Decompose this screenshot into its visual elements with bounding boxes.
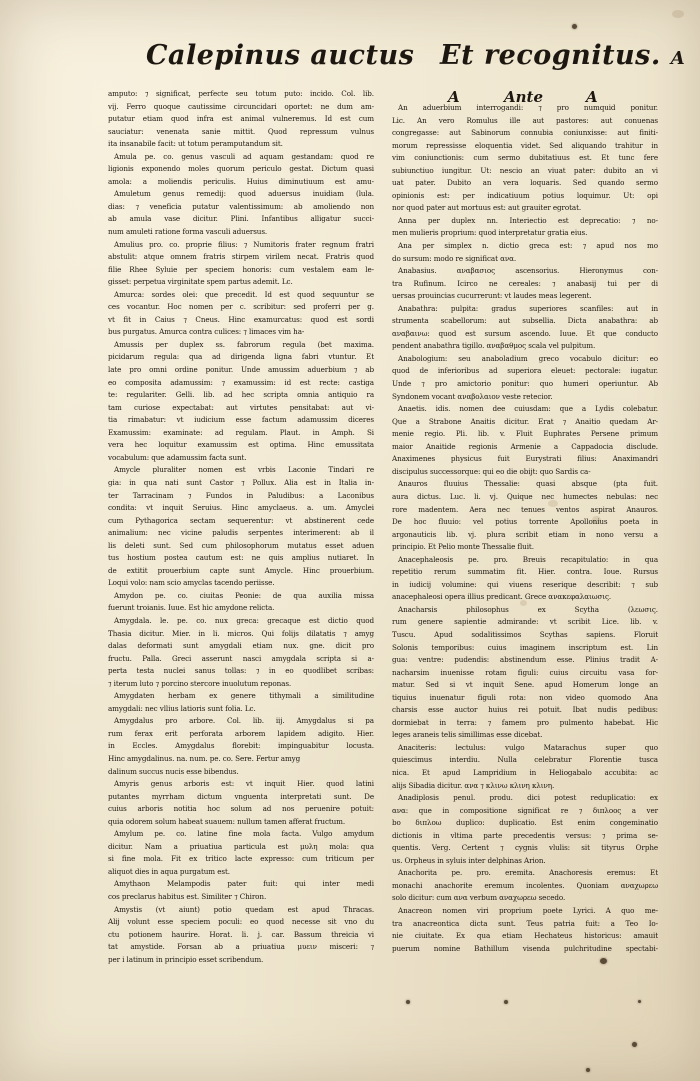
text-line: Anadiplosis penul. produ. dici potest reduplicatio: ex [398,793,658,803]
paper-stain [672,10,684,18]
text-line: Amussis per duplex ss. fabrorum regula (bet maxima. [114,339,374,349]
wormhole [504,1000,508,1004]
text-line: num amuleti ratione forma vasculi aduersus. [108,227,268,237]
text-line: uersas prouincias cucurrerunt: vt laudes meas legerent. [392,291,592,301]
text-line: eo composita adamussim: ⁊ examussim: id est recte: castiga [108,377,374,387]
text-line: charsis esse auctor huius rei potuit. Ibat nudis pedibus: [392,705,658,715]
text-line: rum genere sapientie admirande: vt scribit Lice. lib. v. [392,617,658,627]
text-line: nacharsim inuenisse rotam figuli: cuius circuitu vasa for- [392,667,658,677]
text-line: dalas deformati sunt amygdali etiam nux. gne. dicit pro [108,641,374,651]
text-line: quia odorem solum habeat suauem: nullum tamen afferat fructum. [108,816,346,826]
text-line: de extitit prouerbium capte sunt Amycle. Hinc prouerbium. [108,565,374,575]
text-line: Amygdalus pro arbore. Col. lib. iij. Amygdalus si pa [114,716,374,726]
text-line: Anabasius. αναβασιος ascensorius. Hieronymus con- [398,266,658,276]
text-line: ab amula vase dicitur. Plini. Infantibus alligatur succi- [108,214,374,224]
text-line: Anacephaleosis pe. pro. Breuis recapitulatio: in qua [398,554,658,564]
wormhole [406,1000,410,1004]
text-line: subiunctiuo iungitur. Ut: nescio an viuat pater: dubito an vi [392,165,658,175]
text-line: dias: ⁊ veneficia putatur valentissimum: ab amoliendo non [108,201,374,211]
text-line: Amystis (vt aiunt) potio quedam est apud Thracas. [114,904,374,914]
text-line: Syndonem vocant αναβολαιον veste retecior. [392,391,553,401]
text-line: monachi anachorite eremum incolentes. Quoniam αναχωρεω [392,880,658,890]
text-line: dormiebat in terra: ⁊ famem pro pulmento habebat. Hic [392,717,658,727]
text-column-left [108,88,374,964]
text-line: dalinum succus nucis esse bibendus. [108,766,239,776]
text-line: Examussim: examinate: ad regulam. Plaut. in Amph. Si [108,427,374,437]
text-line: per i latinum in principio esset scribendum. [108,954,264,964]
text-line: amputo: ⁊ significat, perfecte seu totum puto: incido. Col. lib. [108,89,374,98]
text-line: Solonis temporibus: cuius imaginem inscriptum est. Lin [392,642,658,652]
text-line: repetitio rerum summatim fit. Hier. contra. Ioue. Rursus [392,567,658,577]
text-line: discipulus successorque: qui eo die obijt: quo Sardis ca- [392,466,591,476]
text-line: tat amystide. Forsan ab a priuatiua μυειν misceri: ⁊ [108,942,374,952]
text-line: bus purgatus. Amurca contra culices: ⁊ limaces vim ha- [108,327,305,337]
text-line: Ana per simplex n. dictio greca est: ⁊ apud nos mo [398,241,658,251]
text-line: menie regio. Pli. lib. v. Fluit Euphrates Persene primum [392,429,658,439]
text-line: ligionis exponendo moles quorum periculo gestat. Dictum quasi [108,164,374,174]
text-line: Anaciteris: lectulus: vulgo Matarachus super quo [398,742,658,752]
text-line: lis deleti sunt. Sed cum philosophorum mutatus esset aduen [108,540,374,550]
wormhole [600,958,607,964]
text-line: do sursum: modo re significat ανα. [392,253,517,263]
signature-mark: A [670,48,686,69]
text-line: rum ferax erit perforata arborem lapidem adigito. Hier. [108,728,374,738]
text-line: filie Rhee Syluie per speciem honoris: cum vestalem eam le- [108,264,374,274]
text-line: Amygdaten herbam ex genere tithymali a similitudine [114,691,374,701]
text-line: Lic. An vero Romulus ille aut pastores: aut conuenas [392,115,658,125]
text-line: putantes myrrham dictum vnguenta interpretati sunt. De [108,791,374,801]
text-line: cum Pythagorica sectam sequerentur: vt abstinerent cede [108,515,374,525]
wormhole [586,1068,590,1072]
text-line: aura dictus. Luc. li. vj. Quique nec humectes nebulas: nec [392,491,658,501]
text-line: tiquius inuenatur figuli rota: non video quomodo Ana [392,692,658,702]
text-line: Loqui volo: nam scio amyclas tacendo periisse. [108,578,275,588]
text-line: nie ciuitate. Ex qua etiam Hechateus historicus: amauit [392,931,658,941]
text-line: cos preclarus habitus est. Similiter ⁊ Chiron. [108,892,267,901]
text-line: Amula pe. co. genus vasculi ad aquam gestandam: quod re [114,151,374,161]
text-line: Unde ⁊ pro amictorio ponitur: quo humeri operiuntur. Ab [392,379,658,389]
text-line: rore madentem. Aera nec tenues ventos aspirat Anauros. [392,504,658,514]
text-line: tus hostium postea cautum est: ne quis amplius nutiaret. In [108,553,374,563]
text-line: pendent anabathra tigillo. αναβαθμος scala vel pulpitum. [392,341,596,351]
text-line: gua: ventre: pudendis: abstinendum esse. Plinius tradit A- [392,655,658,665]
text-line: Tuscu. Apud sodalitissimos Scythas sapiens. Floruit [392,629,658,639]
text-line: morum repressisse eloquentia videt. Sed aliquando trahitur in [392,140,658,150]
text-line: Anauros fluuius Thessalie: quasi absque (pta fuit. [398,479,658,489]
text-line: strumenta scabellorum: aut subsellia. Dicta anabathra: ab [392,316,658,326]
column-head-word: Ante [504,88,544,106]
text-line: nica. Et apud Lampridium in Heliogabalo accubita: ac [392,767,658,777]
text-line: An aduerbium interrogandi: ⁊ pro numquid ponitur. [398,103,658,112]
text-line: Anacreon nomen viri proprium poete Lyrici. A quo me- [398,906,658,915]
text-line: quod de inferioribus ad superiora eleuet: pectorale: iugatur. [392,366,658,376]
text-line: principio. Et Pelio monte Thessalie fluit. [392,542,534,552]
text-line: amola: a moliendis periculis. Huius diminutiuum est amu- [108,176,374,186]
text-line: in Eccles. Amygdalus florebit: impinguabitur locusta. [108,741,374,751]
text-line: tra Rufinum. Icirco ne cereales: ⁊ anabasij tui per di [392,278,658,288]
text-line: alijs Sibadia dicitur. ανα ⁊ κλινω κλινη κλινη. [392,780,555,790]
text-line: Amylum pe. co. latine fine mola facta. Vulgo amydum [114,829,374,839]
text-column-right [392,102,658,958]
text-line: solo dicitur: cum ανα verbum αναχωρεω secedo. [392,893,566,903]
text-line: Amydon pe. co. ciuitas Peonie: de qua auxilia missa [114,590,374,600]
text-line: tra anacreontica dicta sunt. Teus patria fuit: a Teo Io- [392,918,658,928]
text-line: Amurca: sordes olei: que precedit. Id est quod sequuntur se [114,289,374,299]
wormhole [638,1000,641,1003]
text-line: in iudicij volumine: qui viuens reserique describit: ⁊ sub [392,579,658,589]
text-line: Anachorita pe. pro. eremita. Anachoresis eremus: Et [398,868,658,878]
text-line: quentis. Verg. Certent ⁊ cygnis vlulis: sit tityrus Orphe [392,843,658,853]
text-line: Amulius pro. co. proprie filius: ⁊ Numitoris frater regnum fratri [114,239,374,249]
text-line: Hinc amygdalinus. na. num. pe. co. Sere. Fertur amyg [108,753,301,763]
text-line: amygdali: nec vllius latioris sunt folia. Lc. [108,703,256,713]
text-line: Thasia dicitur. Mier. in li. micros. Qui folijs dilatatis ⁊ amyg [108,628,374,638]
text-line: maior Anaitide regionis Armenie a Cappadocia disclude. [392,441,658,451]
text-line: perta testa nuclei sanus tollas: ⁊ in eo quodlibet scribas: [108,666,374,676]
text-line: uat pater. Dubito an vera loquaris. Sed quando sermo [392,178,658,188]
text-line: Alij volunt esse speciem poculi: eo quod necesse sit vno du [108,917,374,927]
text-line: men mulieris proprium: quod interpretatur gratia eius. [392,228,588,238]
text-line: late pro omni ordine ponitur. Unde amussim aduerbium ⁊ ab [108,365,374,375]
text-line: vt fit in Caius ⁊ Cneus. Hinc examurcatus: quod est sordi [108,314,374,324]
text-line: fuerunt troianis. Iuue. Est hic amydone relicta. [108,603,275,613]
text-line: αναβαινω: quod est sursum ascendo. Iuue. Et que conducto [392,328,658,338]
text-line: gisset: perpetua virginitate spem partus ademit. Lc. [108,277,293,287]
text-line: putatur etiam quod infra est animal vulneremus. Id est cum [108,114,374,124]
text-line: gia: in qua nati sunt Castor ⁊ Pollux. Alia est in Italia in- [108,477,374,487]
text-line: ces vocantur. Hoc nomen per c. scribitur: sed proferri per g. [108,302,374,312]
column-head-letter: A [586,88,598,106]
text-line: condita: vt inquit Seruius. Hinc amyclaeus. a. um. Amyclei [108,503,374,513]
text-line: Anaximenes physicus fuit Eurystrati filius: Anaximandri [392,454,658,464]
text-line: abstulit: atque omnem fratris stirpem virilem necat. Fratris quod [108,252,374,262]
text-line: Anabathra: pulpita: gradus superiores scanfiles: aut in [398,303,658,313]
text-line: matur. Sed si vt inquit Sene. apud Homerum longe an [392,680,658,690]
text-line: vij. Ferro quoque cautissime circuncidari oportet: ne dum am- [108,101,374,111]
text-line: si fine mola. Fit ex tritico lacte expresso: cum triticum per [108,854,374,864]
running-head-right-text: Et recognitus. [440,40,661,71]
text-line: Amythaon Melampodis pater fuit: qui inter medi [114,879,374,889]
text-line: Anaetis. idis. nomen dee cuiusdam: que a Lydis colebatur. [398,404,658,414]
text-line: aliquot dies in aqua purgatum est. [108,866,230,876]
text-line: te: regulariter. Gelli. lib. ad hec scripta omnia antiquio ra [108,390,374,400]
text-line: fructu. Palla. Greci asserunt nasci amygdala scripta si a- [108,653,374,663]
text-line: cuius arboris notitia hoc solum ad nos peruenire potuit: [108,804,374,814]
running-head-left: Calepinus auctus [146,40,415,71]
text-line: ter Tarracinam ⁊ Fundos in Paludibus: a Laconibus [108,490,374,500]
text-line: tia rimabatur: vt iudicium esse factum adamussim diceres [108,415,374,425]
running-head-right [440,40,685,84]
text-line: leges araneis telis simillimas esse dicebat. [392,730,543,740]
text-line: ctu potionem haurire. Horat. li. j. car. Bassum threicia vi [108,929,374,939]
text-line: quiescimus interdiu. Nulla celebratur Florentie tusca [392,755,658,765]
text-line: De hoc fluuio: vel potius torrente Apollonius poeta in [392,517,658,527]
text-line: Anabologium: seu anaboladium greco vocabulo dicitur: eo [398,353,658,363]
text-line: vim coniunctionis: cum sermo dubitatiuus est. Et tunc fere [392,153,658,163]
text-line: Amygdala. le. pe. co. nux greca: grecaque est dictio quod [114,615,374,625]
text-line: sauciatur: venenata sanie mittit. Quod repressum vulnus [108,126,374,136]
text-line: ⁊ iterum luto ⁊ porcino stercore inuolutum reponas. [108,678,292,688]
text-line: us. Orpheus in syluis inter delphinas Arion. [392,855,546,865]
text-line: Anna per duplex nn. Interiectio est deprecatio: ⁊ no- [398,215,658,225]
text-line: Amyris genus arboris est: vt inquit Hier. quod latini [114,779,374,789]
text-line: vocabulum: que adamussim facta sunt. [108,452,247,462]
text-line: dicitur. Nam a priuatiua particula est μυλη mola: qua [108,841,374,851]
wormhole [632,1042,637,1047]
text-line: bo διπλοω duplico: duplicatio. Est enim congeminatio [392,818,658,828]
text-line: opinionis est: per indicatiuum potius loquimur. Ut: opi [392,190,658,200]
text-line: Que a Strabone Anaitis dicitur. Erat ⁊ Anaitio quedam Ar- [392,416,658,426]
text-line: ανα: que in compositione significat re ⁊ διπλοος a ver [392,805,658,815]
text-line: vera hec loquitur examussim est optima. Hinc emussitata [108,440,374,450]
text-line: anacephaleosi opera illius predicant. Grece ανακεφαλαιωσις. [392,592,612,602]
column-head-letter: A [448,88,460,106]
text-line: ita insanabile facit: ut totum peramputandum sit. [108,139,283,149]
text-line: puerum nomine Bathillum visenda pulchritudine spectabi- [392,943,658,953]
text-line: picidarum regula: qua ad dirigenda ligna fabri vtuntur. Et [108,352,374,362]
text-line: animalium: nec vicine paludis serpentes interimerent: ab il [108,528,374,538]
text-line: nor quod pater aut mortuus est: aut grauiter egrotat. [392,203,582,213]
text-line: argonauticis lib. vj. plura scribit etiam in nono versu a [392,529,658,539]
text-line: tam curiose expectabat: aut virtutes pensitabat: aut vi- [108,402,374,412]
text-line: dictionis in vltima parte precedentis versus: ⁊ prima se- [392,830,658,840]
text-line: Anacharsis philosophus ex Scytha (λεωσις. [398,604,658,614]
wormhole [572,24,577,29]
text-line: Amycle pluraliter nomen est vrbis Laconie Tindari re [114,465,374,475]
text-line: congregasse: aut Sabinorum connubia coniunxisse: aut finiti- [392,128,658,138]
text-line: Amuletum genus remedij: quod aduersus inuidiam (lula. [114,189,374,199]
